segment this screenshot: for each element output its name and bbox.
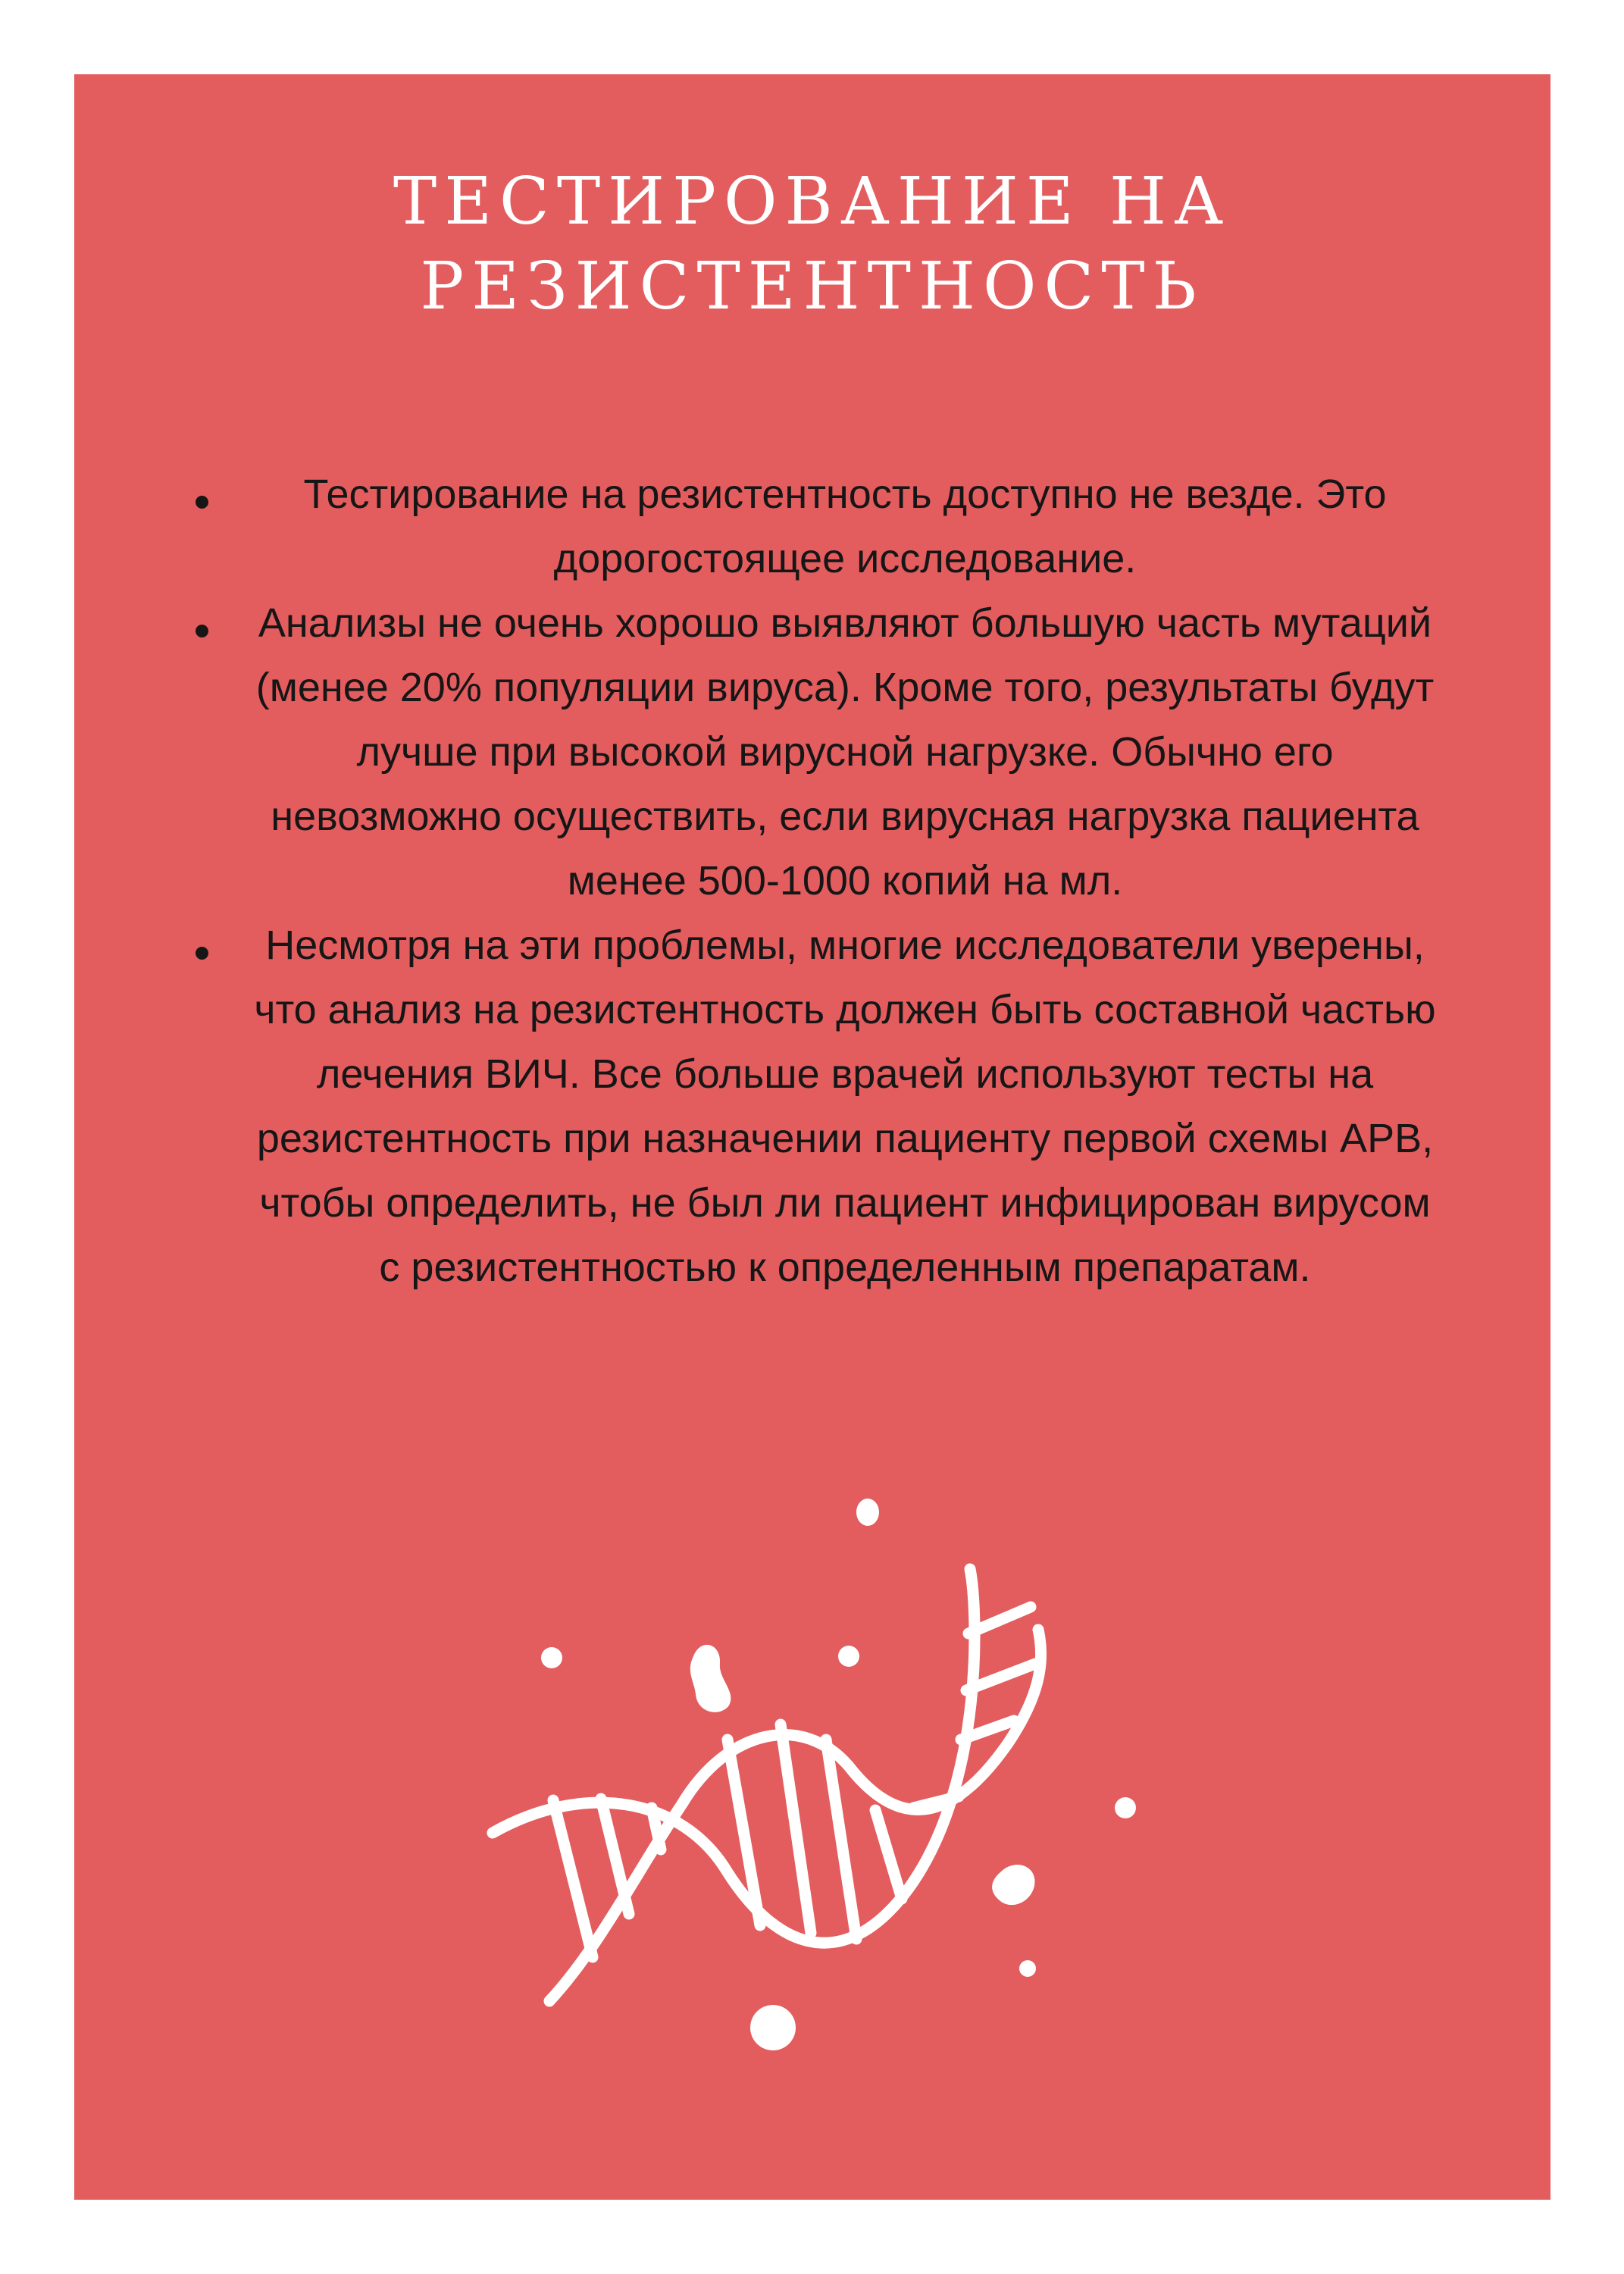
- dna-rung: [553, 1800, 593, 1957]
- bullet-item: [189, 591, 1440, 913]
- title-line-2: РЕЗИСТЕНТНОСТЬ: [420, 249, 1204, 324]
- page-title: [0, 159, 1624, 329]
- particle-dot: [1019, 1960, 1036, 1977]
- bullet-text: Несмотря на эти проблемы, многие исследователи уверены, что анализ на резистентность должен быть составной частью лечения ВИЧ. Все больше врачей используют тесты на резистентность при назначении пациенту первой схемы АРВ, чтобы определить, не был ли пациент инфицирован вирусом с резистентностью к определенным препаратам.: [254, 922, 1436, 1290]
- dna-rung: [601, 1799, 629, 1914]
- title-line-1: ТЕСТИРОВАНИЕ НА: [393, 164, 1231, 240]
- dna-rung: [781, 1724, 811, 1933]
- bullet-dot-icon: [196, 496, 208, 509]
- bullet-dot-icon: [196, 947, 208, 960]
- bullet-text: Тестирование на резистентность доступно не везде. Это дорогостоящее исследование.: [303, 471, 1387, 581]
- bullet-item: [189, 913, 1440, 1300]
- particle-dot: [856, 1499, 879, 1526]
- dna-helix-icon: [455, 1478, 1137, 2122]
- particle-dot: [838, 1646, 859, 1667]
- bullet-dot-icon: [196, 625, 208, 637]
- dna-rung: [875, 1810, 902, 1899]
- particle-dot: [750, 2005, 796, 2050]
- particle-dot: [541, 1647, 562, 1668]
- bullet-list: [189, 462, 1440, 1300]
- particle-blob: [992, 1865, 1034, 1905]
- bullet-text: Анализы не очень хорошо выявляют большую часть мутаций (менее 20% популяции вируса). Кроме того, результаты будут лучше при высокой вирусной нагрузке. Обычно его невозможно осуществить, если вирусная нагрузка пациента менее 500-1000 копий на мл.: [255, 600, 1435, 904]
- bullet-item: [189, 462, 1440, 591]
- particle-dot: [1115, 1797, 1136, 1818]
- particle-blob: [690, 1645, 731, 1712]
